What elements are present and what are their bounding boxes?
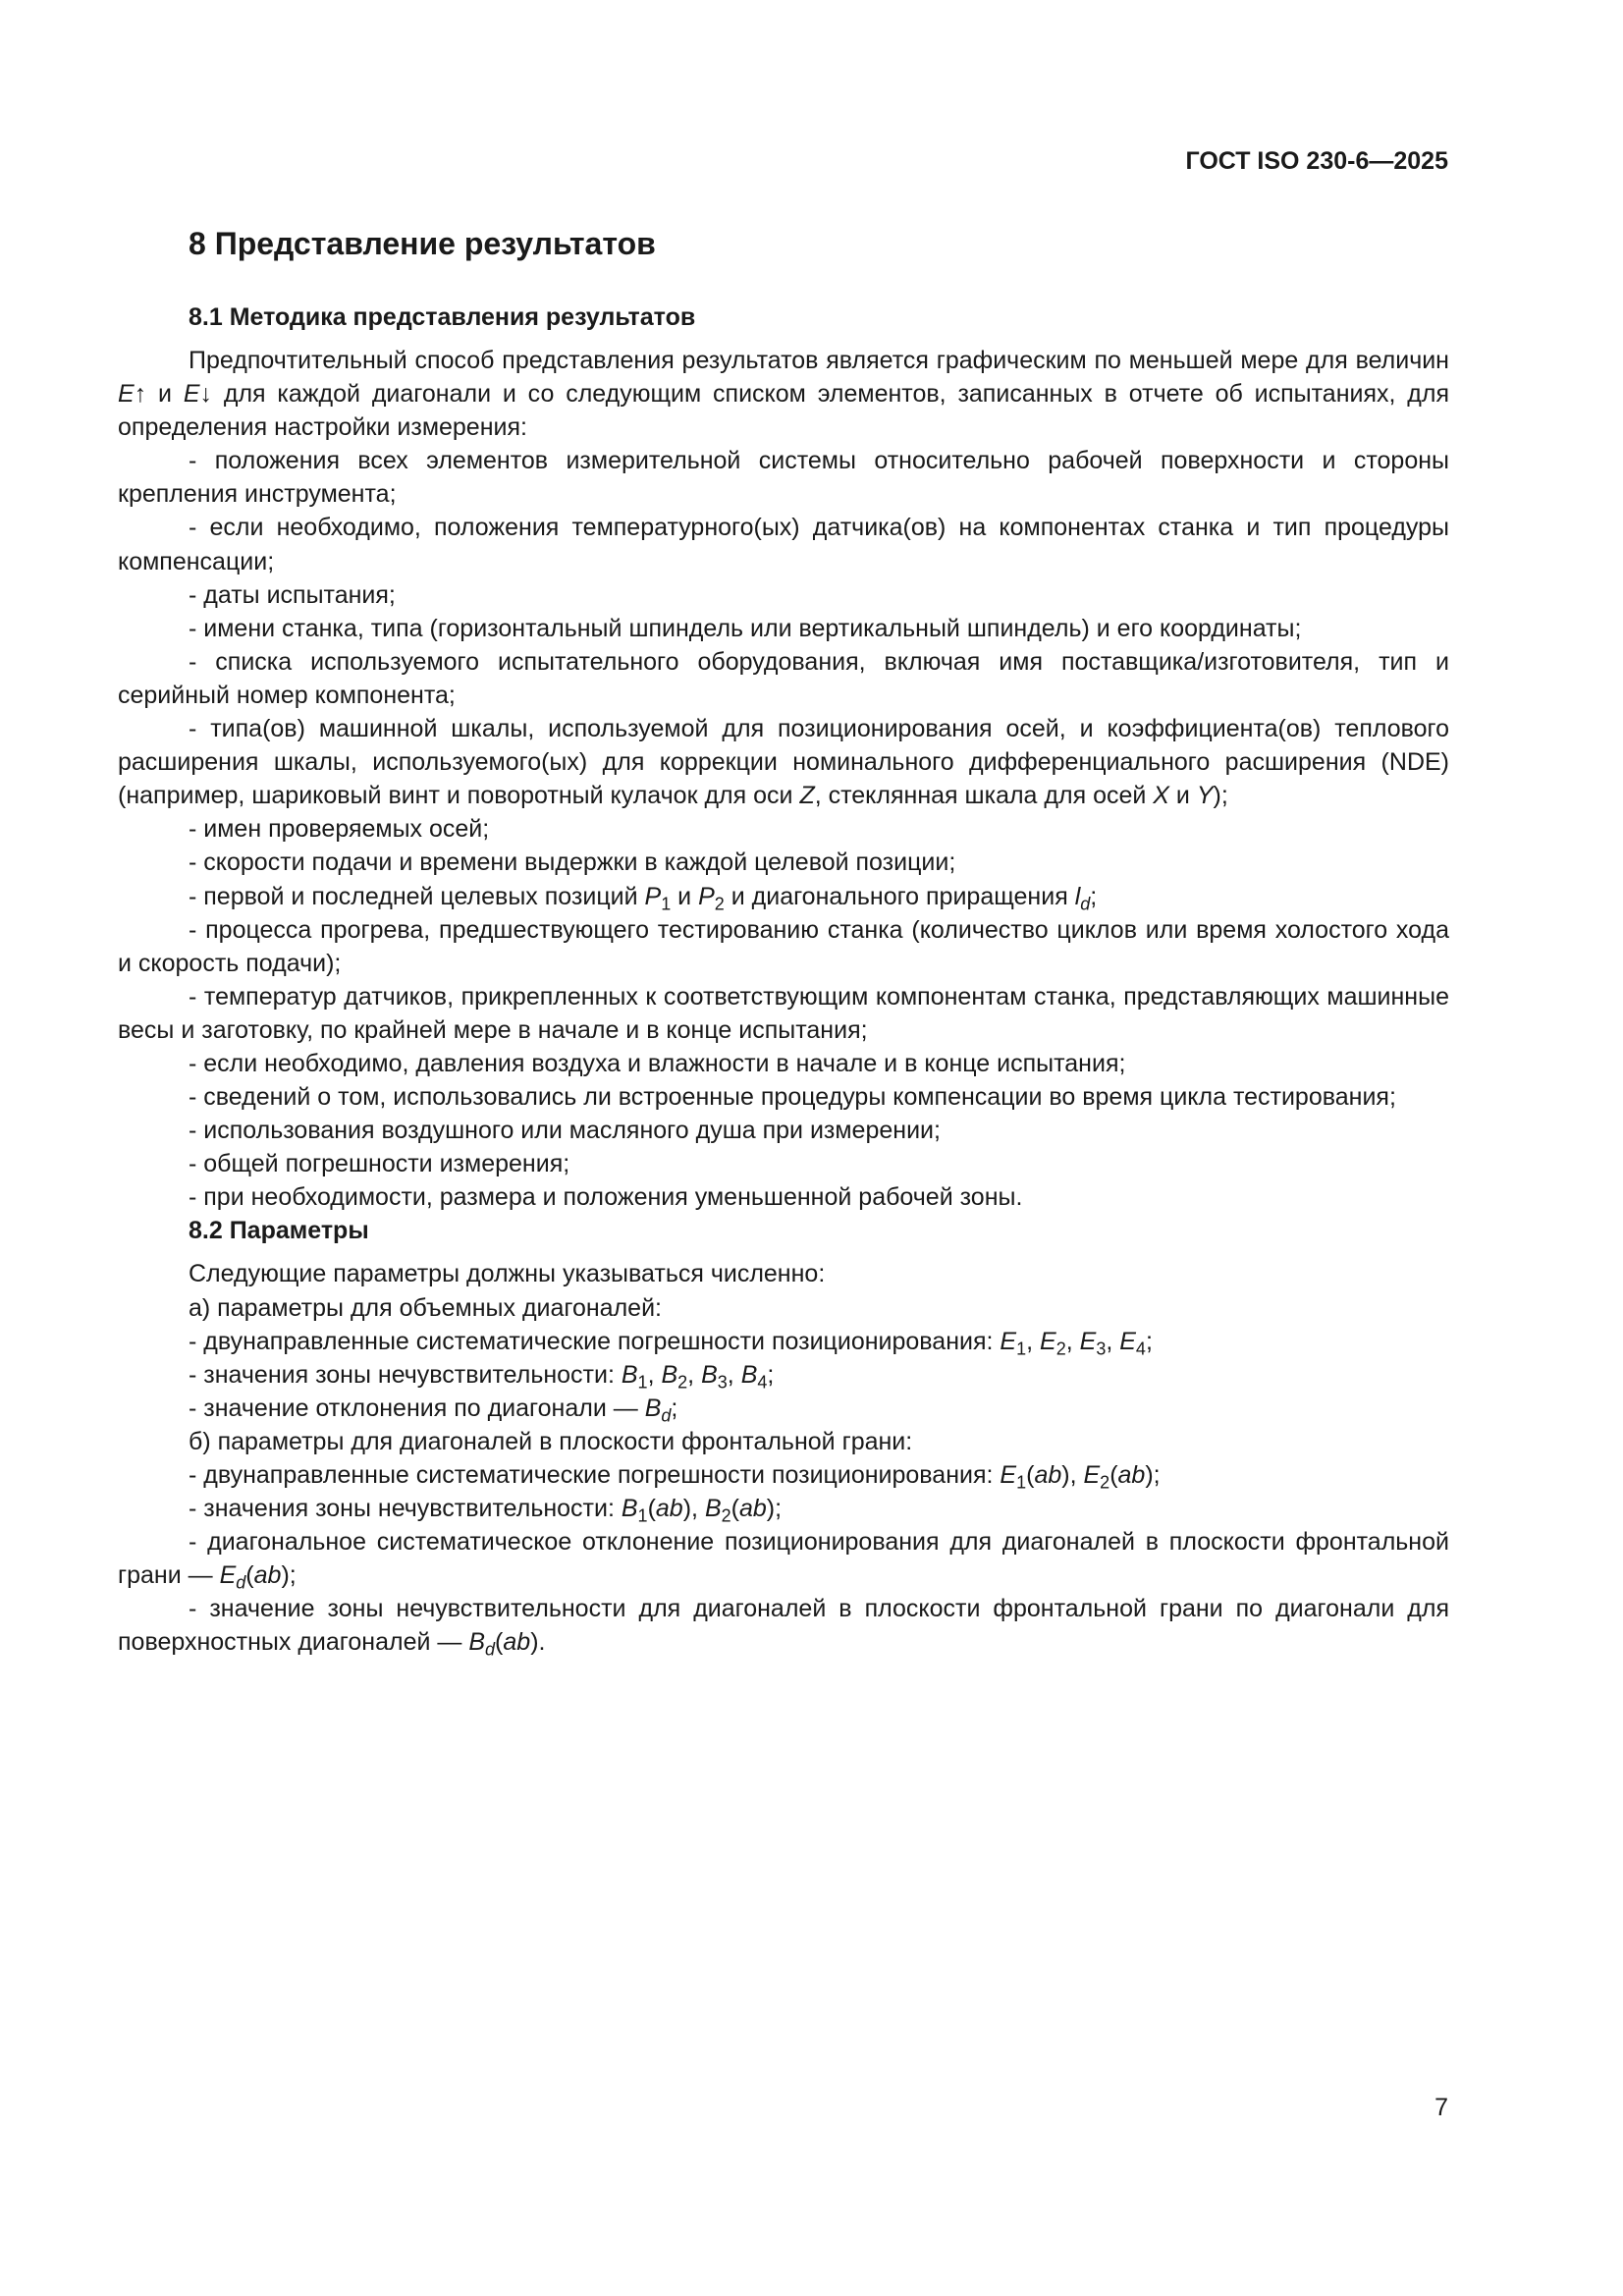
subsection-8-1-title: 8.1 Методика представления результатов bbox=[189, 303, 696, 331]
list-item: - имен проверяемых осей; bbox=[189, 815, 490, 844]
list-item: - значения зоны нечувствительности: $B_1(ab)$, $B_2(ab)$; bbox=[189, 1495, 783, 1526]
document-id-header: ГОСТ ISO 230-6—2025 bbox=[1185, 147, 1448, 175]
list-item: - при необходимости, размера и положения уменьшенной рабочей зоны. bbox=[189, 1183, 1023, 1212]
list-item: - положения всех элементов измерительной системы относительно рабочей поверхности и стороны крепления инструмента; bbox=[118, 447, 1449, 509]
list-item: - первой и последней целевых позиций $P_1$ и $P_2$ и диагонального приращения $l_d$; bbox=[189, 882, 1098, 913]
list-item: - скорости подачи и времени выдержки в каждой целевой позиции; bbox=[189, 848, 956, 877]
list-item: - двунаправленные систематические погрешности позиционирования: $E_1$, $E_2$, $E_3$, $E_4$; bbox=[189, 1327, 1153, 1359]
paragraph-params-intro: Следующие параметры должны указываться численно: bbox=[189, 1260, 826, 1288]
list-item: - типа(ов) машинной шкалы, используемой для позиционирования осей, и коэффициента(ов) теплового расширения шкалы, используемого(ых) для коррекции номинального дифференциального расширения (NDE) (например, шариковый винт и поворотный кулачок для оси Z, стеклянная шкала для осей X и Y); bbox=[118, 715, 1449, 810]
list-item: - использования воздушного или масляного душа при измерении; bbox=[189, 1117, 941, 1145]
section-title: 8 Представление результатов bbox=[189, 226, 656, 261]
list-item: - значение зоны нечувствительности для диагоналей в плоскости фронтальной грани по диагонали для поверхностных диагоналей — $B_d(ab)$. bbox=[118, 1595, 1449, 1660]
page-content bbox=[118, 224, 1449, 1660]
paragraph-intro: Предпочтительный способ представления результатов является графическим по меньшей мере для величин E↑ и E↓ для каждой диагонали и со следующим списком элементов, записанных в отчете об испытаниях, для определения настройки измерения: bbox=[118, 347, 1450, 442]
list-item: - если необходимо, положения температурного(ых) датчика(ов) на компонентах станка и тип процедуры компенсации; bbox=[118, 514, 1449, 575]
page-number: 7 bbox=[1434, 2094, 1448, 2121]
list-item: - диагональное систематическое отклонение позиционирования для диагоналей в плоскости фронтальной грани — $E_d(ab)$; bbox=[118, 1528, 1449, 1593]
list-item: - двунаправленные систематические погрешности позиционирования: $E_1(ab)$, $E_2(ab)$; bbox=[189, 1461, 1161, 1493]
list-label-b: б) параметры для диагоналей в плоскости фронтальной грани: bbox=[189, 1427, 913, 1455]
list-item: - имени станка, типа (горизонтальный шпиндель или вертикальный шпиндель) и его координаты; bbox=[189, 614, 1302, 642]
list-item: - температур датчиков, прикрепленных к соответствующим компонентам станка, представляющих машинные весы и заготовку, по крайней мере в начале и в конце испытания; bbox=[118, 982, 1449, 1044]
list-item: - общей погрешности измерения; bbox=[189, 1150, 570, 1178]
list-item: - списка используемого испытательного оборудования, включая имя поставщика/изготовителя, тип и серийный номер компонента; bbox=[118, 647, 1449, 709]
list-item: - процесса прогрева, предшествующего тестированию станка (количество циклов или время холостого хода и скорость подачи); bbox=[118, 915, 1449, 977]
list-item: - сведений о том, использовались ли встроенные процедуры компенсации во время цикла тестирования; bbox=[189, 1083, 1396, 1112]
list-item: - значения зоны нечувствительности: $B_1$, $B_2$, $B_3$, $B_4$; bbox=[189, 1360, 775, 1393]
subsection-8-2-title: 8.2 Параметры bbox=[189, 1217, 369, 1245]
list-item: - значение отклонения по диагонали — $B_d$; bbox=[189, 1394, 678, 1426]
list-label-a: а) параметры для объемных диагоналей: bbox=[189, 1293, 662, 1322]
list-item: - даты испытания; bbox=[189, 580, 396, 609]
list-item: - если необходимо, давления воздуха и влажности в начале и в конце испытания; bbox=[189, 1049, 1126, 1077]
